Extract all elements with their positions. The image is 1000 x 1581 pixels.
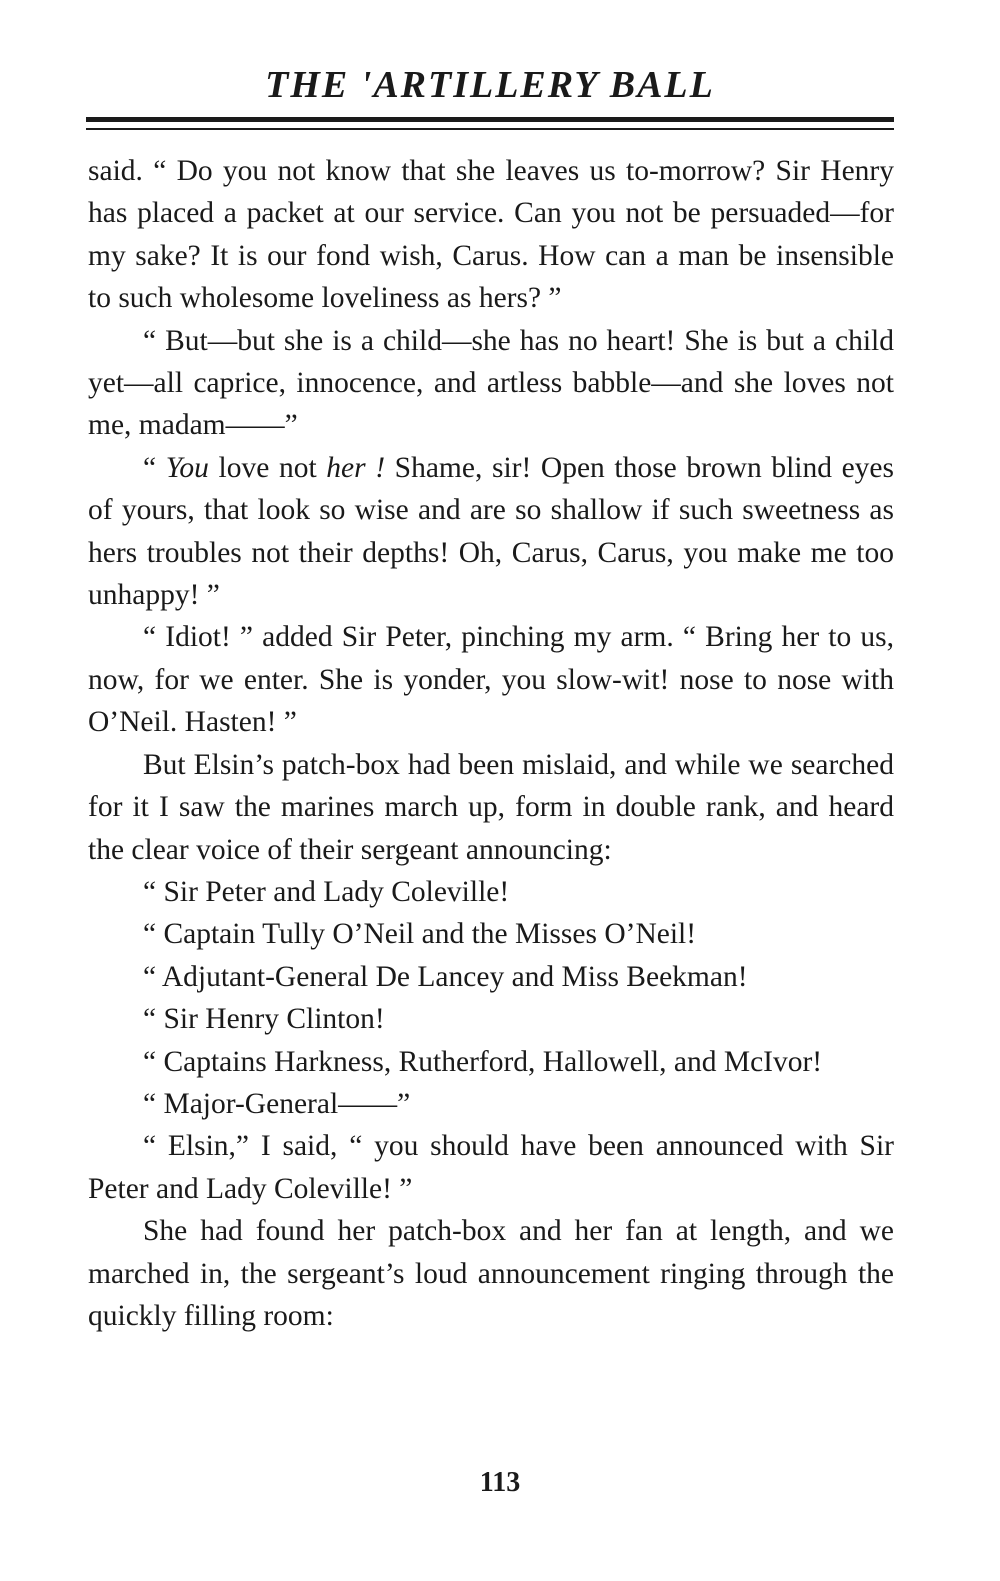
running-head: THE 'ARTILLERY BALL: [265, 64, 715, 106]
header-rule-thick: [86, 117, 894, 122]
paragraph-12: “ Elsin,” I said, “ you should have been announced with Sir Peter and Lady Coleville! ”: [88, 1130, 894, 1205]
page-number: 113: [479, 1467, 521, 1498]
paragraph-2: “ But—but she is a child—she has no heart! She is but a child yet—all caprice, innocence, and artless babble—and she loves not me, madam——”: [88, 324, 894, 442]
paragraph-13: She had found her patch-box and her fan at length, and we marched in, the sergeant’s loud announcement ringing through the quickly filling room:: [88, 1215, 894, 1332]
paragraph-3-rest: Shame, sir! Open those brown blind eyes of yours, that look so wise and are so shallow if such sweetness as hers troubles not their depths! Oh, Carus, Carus, you make me too unhappy! ”: [88, 451, 895, 612]
paragraph-8: “ Adjutant-General De Lancey and Miss Beekman!: [143, 960, 748, 993]
paragraph-11: “ Major-General——”: [143, 1087, 411, 1120]
paragraph-3-italic-you: You: [165, 451, 209, 484]
paragraph-5: But Elsin’s patch-box had been mislaid, and while we searched for it I saw the marines march up, form in double rank, and heard the clear voice of their sergeant announcing:: [88, 748, 894, 866]
paragraph-6: “ Sir Peter and Lady Coleville!: [143, 875, 510, 908]
body-text: [88, 150, 894, 1337]
header-rule-thin: [86, 128, 894, 130]
paragraph-4: “ Idiot! ” added Sir Peter, pinching my arm. “ Bring her to us, now, for we enter. She is yonder, you slow-wit! nose to nose with O’Neil. Hasten! ”: [88, 621, 894, 739]
paragraph-10: “ Captains Harkness, Rutherford, Hallowell, and McIvor!: [143, 1045, 823, 1078]
paragraph-3-open-quote: “: [143, 451, 166, 484]
paragraph-3-italic-her: her !: [326, 451, 386, 484]
paragraph-3: [88, 447, 894, 617]
paragraph-1: said. “ Do you not know that she leaves us to-morrow? Sir Henry has placed a packet at our service. Can you not be persuaded—for my sake? It is our fond wish, Carus. How can a man be insensible to such wholesome loveliness as hers? ”: [88, 155, 894, 315]
paragraph-3-middle: love not: [208, 451, 327, 484]
paragraph-9: “ Sir Henry Clinton!: [143, 1003, 385, 1036]
paragraph-7: “ Captain Tully O’Neil and the Misses O’Neil!: [143, 918, 697, 951]
